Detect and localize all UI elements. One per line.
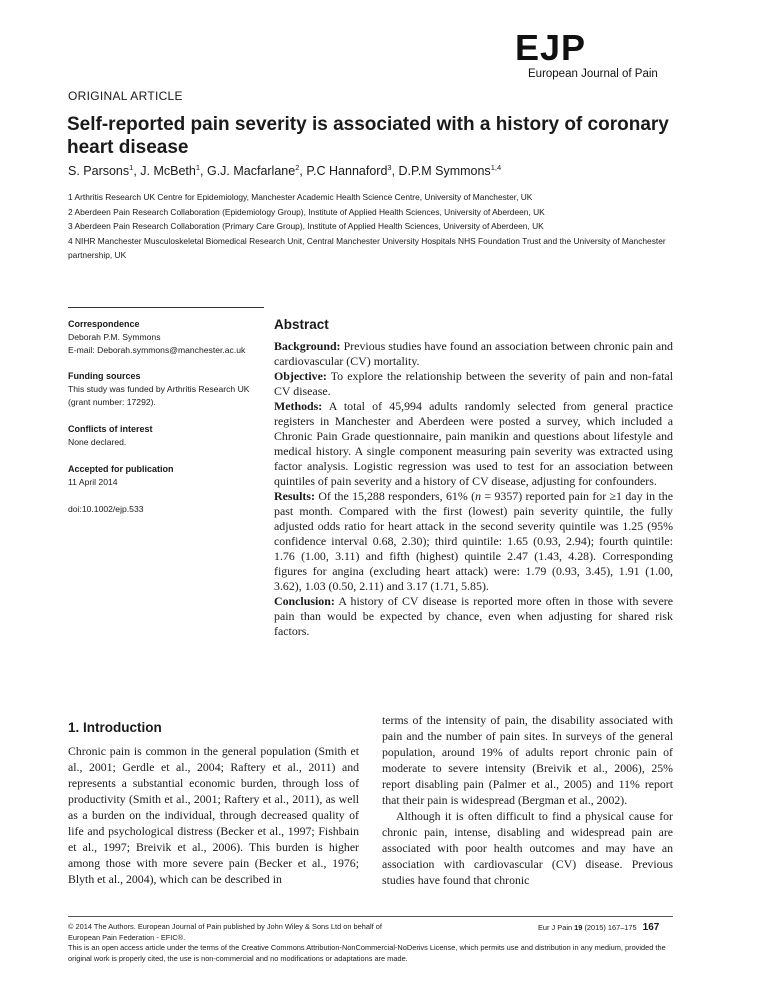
- intro-paragraph: Although it is often difficult to find a physical cause for chronic pain, intense, disabling and widespread pain are associated with poor health outcomes and may have an association with cardiovascular (CV) disease. Previous studies have found that chronic: [382, 809, 673, 887]
- affiliation: 3 Aberdeen Pain Research Collaboration (Primary Care Group), Institute of Applied Health Sciences, University of Aberdeen, UK: [68, 221, 544, 231]
- section-heading: 1. Introduction: [68, 720, 162, 735]
- affiliation: 4 NIHR Manchester Musculoskeletal Biomedical Research Unit, Central Manchester University Hospitals NHS Foundation Trust and the University of Manchester partnership, UK: [68, 235, 666, 260]
- accepted-heading: Accepted for publication: [68, 464, 174, 474]
- conflicts-heading: Conflicts of interest: [68, 424, 153, 434]
- affiliation: 1 Arthritis Research UK Centre for Epidemiology, Manchester Academic Health Science Centre, University of Manchester, UK: [68, 192, 533, 202]
- author: P.C Hannaford: [306, 164, 388, 179]
- author: J. McBeth: [140, 164, 196, 179]
- doi[interactable]: doi:10.1002/ejp.533: [68, 504, 144, 514]
- funding-heading: Funding sources: [68, 371, 141, 381]
- abstract-body: [274, 339, 673, 639]
- abstract-heading: Abstract: [274, 317, 329, 332]
- accepted-date: 11 April 2014: [68, 477, 118, 487]
- intro-paragraph: terms of the intensity of pain, the disability associated with pain and the number of pain sites. In surveys of the general population, around 19% of adults report chronic pain of moderate to severe intensity (Breivik et al., 2006), 25% report disabling pain (Palmer et al., 2005) and 11% report that their pain is widespread (Bergman et al., 2002).: [382, 713, 673, 807]
- footer-divider: [68, 916, 673, 917]
- license-text: This is an open access article under the terms of the Creative Commons Attribution-NonCommercial-NoDerivs License, which permits use and distribution in any medium, provided the original work is properly cited, the use is non-commercial and no modifications or adaptations are made.: [68, 943, 666, 963]
- copyright-line-2: European Pain Federation - EFIC®.: [68, 932, 186, 942]
- intro-paragraph: Chronic pain is common in the general population (Smith et al., 2001; Gerdle et al., 2004; Raftery et al., 2011) and represents a substantial economic burden, through loss of productivity (Smith et al., 2001; Raftery et al., 2011), as well as a burden on the individual, through decreased quality of life and psychological distress (Becker et al., 1997; Fishbain et al., 1997; Breivik et al., 2006). This burden is higher among those with more severe pain (Becker et al., 1976; Blyth et al., 2004), which can be described in: [68, 744, 359, 886]
- funding-block: [68, 370, 263, 409]
- author-list: S. Parsons$^1$, J. McBeth$^1$, G.J. Macfarlane$^2$, P.C Hannaford$^3$, D.P.M Symmons$^{1,4}$: [68, 163, 502, 179]
- intro-column-1: [68, 743, 359, 887]
- abstract-conclusion: Conclusion: A history of CV disease is reported more often in those with severe pain than would be expected by chance, even when adjusting for shared risk factors.: [274, 594, 673, 638]
- affiliation: 2 Aberdeen Pain Research Collaboration (Epidemiology Group), Institute of Applied Health Sciences, University of Aberdeen, UK: [68, 206, 545, 217]
- correspondence-email[interactable]: E-mail: Deborah.symmons@manchester.ac.uk: [68, 345, 246, 355]
- abstract-methods: Methods: A total of 45,994 adults randomly selected from general practice registers in Manchester and Aberdeen were posted a survey, which included a Chronic Pain Grade questionnaire, pain manikin and questions about lifestyle and medical history. A single component measuring pain severity was extracted using factor analysis. Logistic regression was used to test for an association between quintiles of pain severity and a history of CV disease, adjusting for confounders.: [274, 399, 673, 488]
- correspondence-heading: Correspondence: [68, 319, 140, 329]
- author: D.P.M Symmons: [398, 164, 491, 179]
- conflicts-block: [68, 423, 263, 449]
- author-affil-ref: 3: [387, 163, 392, 172]
- abstract-results: Results: Of the 15,288 responders, 61% (n = 9357) reported pain for ≥1 day in the past month. Compared with the first (lowest) pain severity quintile, the fully adjusted odds ratio for heart attack in the second severity quintile was 1.25 (95% confidence interval 0.68, 2.30); third quintile: 1.65 (0.93, 2.94); fourth quintile: 1.76 (1.00, 3.11) and fifth (highest) quintile 2.47 (1.43, 4.28). Corresponding figures for angina (excluding heart attack) were: 1.79 (0.93, 3.45), 1.91 (1.00, 3.62), 1.03 (0.50, 2.11) and 3.17 (1.71, 5.85).: [274, 489, 673, 593]
- sidebar-divider: [68, 307, 264, 308]
- author-affil-ref: 2: [295, 163, 300, 172]
- author-affil-ref: 1: [129, 163, 134, 172]
- copyright-line: © 2014 The Authors. European Journal of Pain published by John Wiley & Sons Ltd on behalf of: [68, 922, 382, 931]
- journal-logo: EJP: [515, 27, 587, 68]
- section-label: ORIGINAL ARTICLE: [68, 89, 183, 103]
- conflicts-text: None declared.: [68, 437, 127, 447]
- article-title: Self-reported pain severity is associated with a history of coronary heart disease: [67, 114, 669, 158]
- abstract-background: Background: Previous studies have found an association between chronic pain and cardiovascular (CV) mortality.: [274, 339, 673, 368]
- funding-text: This study was funded by Arthritis Research UK (grant number: 17292).: [68, 384, 250, 407]
- author: S. Parsons: [68, 164, 130, 179]
- journal-name: European Journal of Pain: [528, 68, 658, 80]
- affiliations: [68, 190, 693, 263]
- correspondence-block: [68, 318, 263, 357]
- author-affil-ref: 1: [195, 163, 201, 172]
- author-affil-ref: 1,4: [490, 163, 502, 172]
- citation: Eur J Pain 19 (2015) 167–175 167: [538, 922, 660, 933]
- page-number: 167: [642, 922, 660, 933]
- intro-column-2: [382, 712, 673, 888]
- abstract-objective: Objective: To explore the relationship between the severity of pain and non-fatal CV disease.: [274, 369, 673, 398]
- author: G.J. Macfarlane: [206, 164, 296, 179]
- correspondence-name: Deborah P.M. Symmons: [68, 332, 161, 342]
- accepted-block: [68, 463, 263, 489]
